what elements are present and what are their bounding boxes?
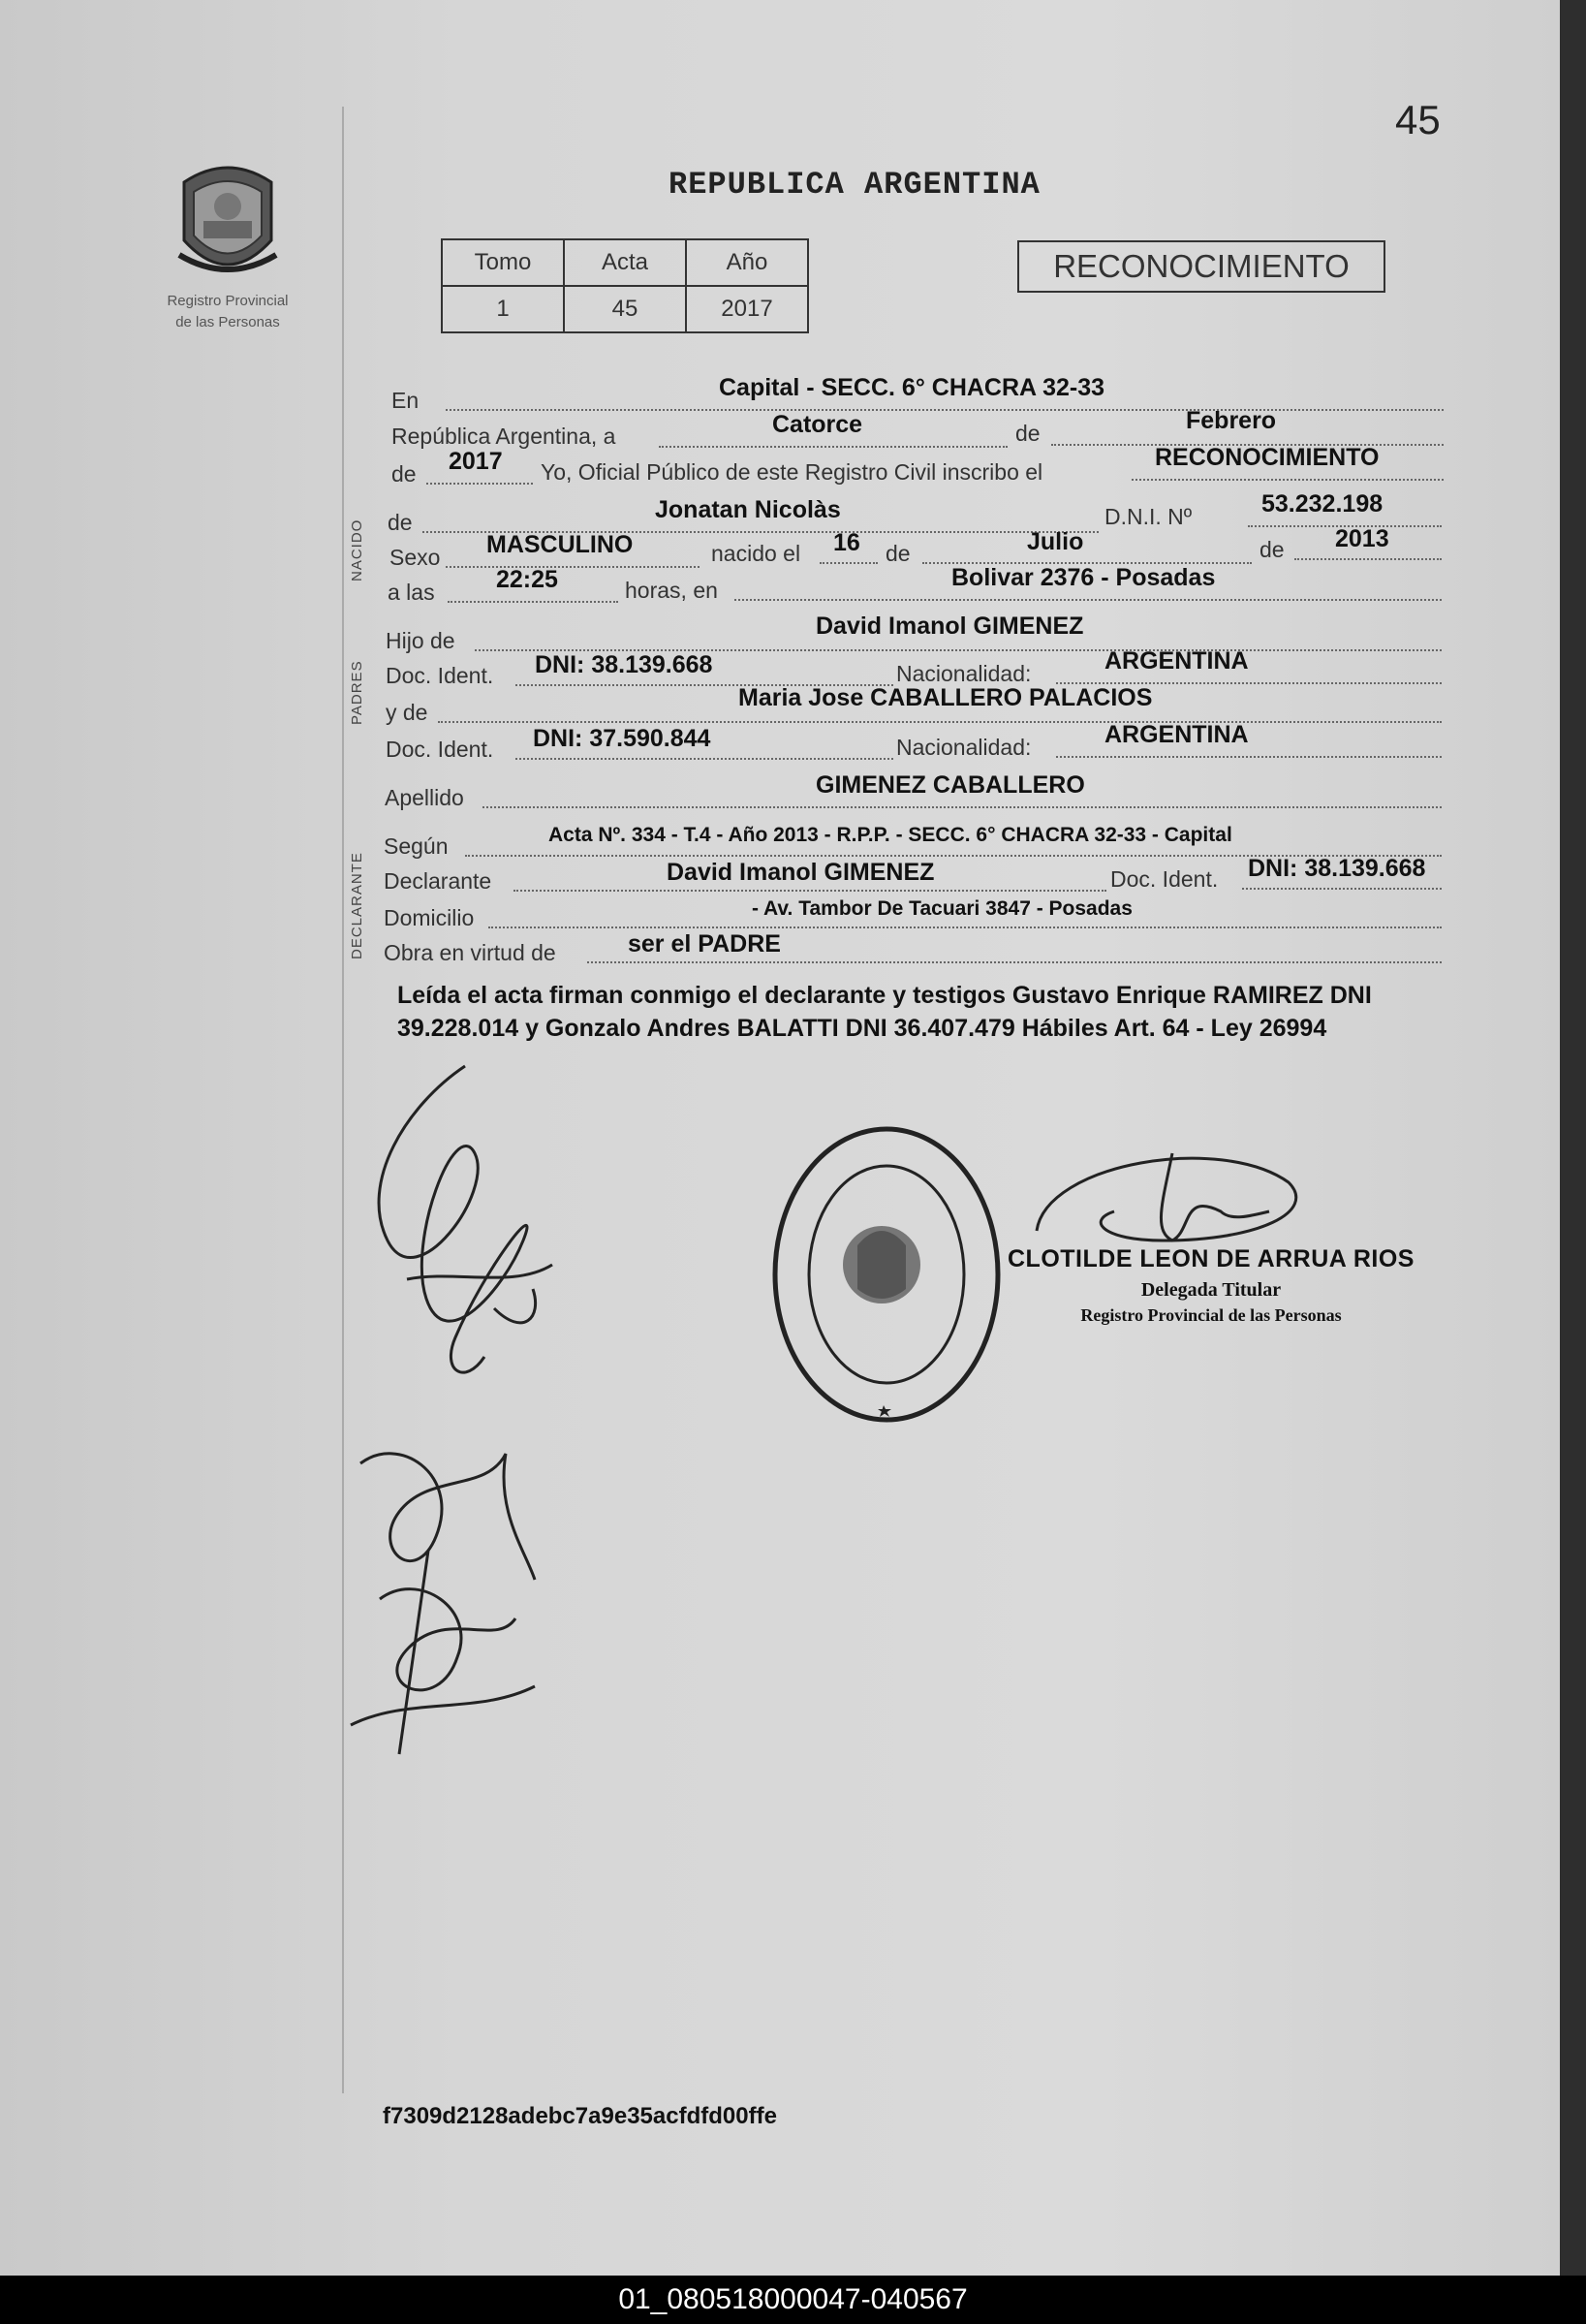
value-madre-doc: DNI: 37.590.844 [533,725,711,752]
value-declarante-doc: DNI: 38.139.668 [1248,855,1426,882]
official-role: Delegada Titular [1140,1279,1282,1301]
value-segun: Acta Nº. 334 - T.4 - Año 2013 - R.P.P. - SECC. 6° CHACRA 32-33 - Capital [548,824,1232,846]
value-tipo: RECONOCIMIENTO [1155,444,1380,471]
label-declarante: Declarante [384,868,492,894]
label-doc-ident-3: Doc. Ident. [1110,866,1219,892]
official-name: CLOTILDE LEON DE ARRUA RIOS [1008,1245,1415,1272]
label-dni: D.N.I. Nº [1104,504,1193,529]
value-acta: 45 [564,286,686,332]
label-y-de: y de [386,700,428,725]
label-domicilio: Domicilio [384,905,475,930]
label-apellido: Apellido [385,785,464,810]
logo-caption-1: Registro Provincial [167,293,289,309]
value-lugar-nac: Bolivar 2376 - Posadas [951,564,1216,591]
tomo-acta-table [441,238,809,333]
label-nacionalidad-1: Nacionalidad: [896,661,1032,686]
value-mes: Febrero [1186,407,1277,434]
official-org: Registro Provincial de las Personas [1080,1305,1342,1325]
value-madre: Maria Jose CABALLERO PALACIOS [738,684,1153,711]
label-nacionalidad-2: Nacionalidad: [896,735,1032,760]
value-padre: David Imanol GIMENEZ [816,612,1084,640]
value-padre-nac: ARGENTINA [1104,647,1249,675]
margin-line [342,107,344,2093]
logo-caption-2: de las Personas [175,314,280,330]
official-seal-icon [765,1119,1008,1429]
label-segun: Según [384,833,449,859]
label-en: En [391,388,420,413]
label-doc-ident-2: Doc. Ident. [386,737,494,762]
side-label-nacido: NACIDO [349,518,365,581]
value-sexo: MASCULINO [486,531,634,558]
value-padre-doc: DNI: 38.139.668 [535,651,713,678]
label-a-las: a las [388,580,435,605]
value-madre-nac: ARGENTINA [1104,721,1249,748]
footer-id: 01_080518000047-040567 [0,2276,1586,2324]
side-label-padres: PADRES [349,660,365,725]
value-apellido: GIMENEZ CABALLERO [816,771,1085,799]
value-lugar: Capital - SECC. 6° CHACRA 32-33 [719,374,1105,401]
scan-edge [1560,0,1586,2276]
header-acta: Acta [564,239,686,286]
value-mes-nac: Julio [1027,528,1084,555]
registry-logo [150,153,305,331]
value-obra-en-virtud: ser el PADRE [628,930,781,958]
value-declarante: David Imanol GIMENEZ [667,859,935,886]
value-tomo: 1 [442,286,564,332]
document-title: REPUBLICA ARGENTINA [669,167,1041,203]
official-block [1008,1245,1415,1326]
fill-line [922,533,1252,564]
header-anio: Año [686,239,808,286]
label-sexo: Sexo [389,545,441,570]
label-obra-en-virtud: Obra en virtud de [384,940,556,965]
value-anio: 2017 [449,448,503,475]
value-domicilio: - Av. Tambor De Tacuari 3847 - Posadas [752,897,1133,920]
label-de-year: de [391,461,417,487]
value-hora: 22:25 [496,566,558,593]
label-doc-ident-1: Doc. Ident. [386,663,494,688]
value-dia: Catorce [772,411,863,438]
side-label-declarante: DECLARANTE [349,852,365,959]
value-nombre: Jonatan Nicolàs [655,496,841,523]
header-tomo: Tomo [442,239,564,286]
signature-declarante [349,1047,581,1405]
document-hash: f7309d2128adebc7a9e35acfdfd00ffe [383,2103,777,2129]
value-anio-nac: 2013 [1335,525,1389,552]
closing-note: Leída el acta firman conmigo el declarante y testigos Gustavo Enrique RAMIREZ DNI 39.228.014 y Gonzalo Andres BALATTI DNI 36.407.479 Hábiles Art. 64 - Ley 26994 [397,982,1372,1042]
label-de-year2: de [1259,537,1285,562]
signature-witness-1 [341,1434,554,1764]
label-nacido-el: nacido el [711,541,801,566]
coat-of-arms-icon [165,153,291,289]
label-de-month: de [1015,421,1041,446]
label-hijo-de: Hijo de [386,628,455,653]
act-type-box: RECONOCIMIENTO [1017,240,1385,293]
page-number: 45 [1395,97,1441,142]
value-dia-nac: 16 [833,529,860,556]
label-horas-en: horas, en [625,578,718,603]
label-republica: República Argentina, a [391,424,616,449]
label-de-name: de [388,510,413,535]
value-dni-nacido: 53.232.198 [1261,490,1384,518]
value-anio: 2017 [686,286,808,332]
label-yo-oficial: Yo, Oficial Público de este Registro Civil inscribo el [541,459,1043,485]
label-de-day: de [886,541,911,566]
